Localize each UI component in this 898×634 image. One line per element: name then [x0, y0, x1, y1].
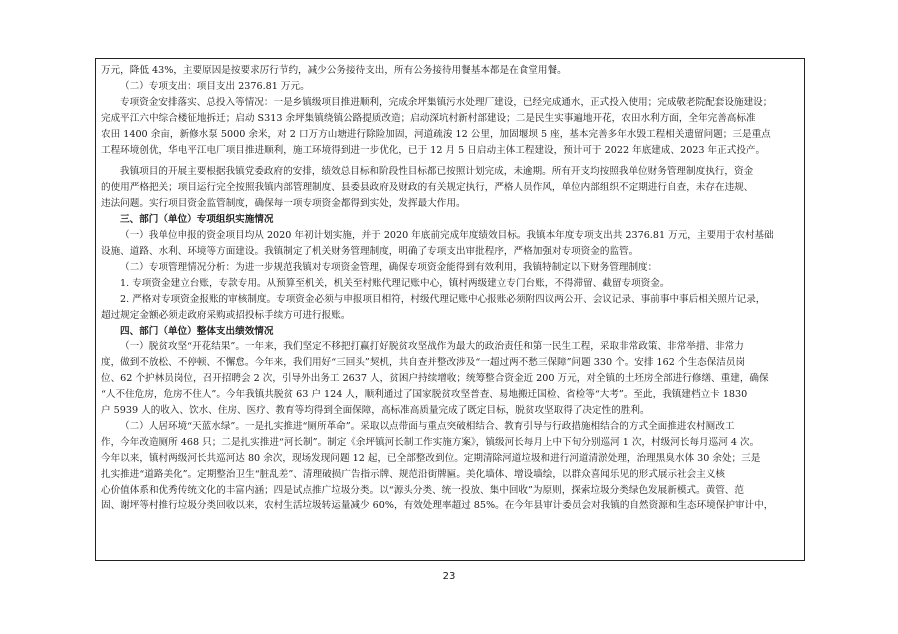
text-line: （二）人居环境“天蓝水绿”。一是扎实推进“厕所革命”。采取以点带面与重点突破相结合、教育引导与行政措施相结合的方式全面推进农村厕改工 [120, 420, 735, 432]
text-line: 扎实推进“道路美化”。定期整治卫生“脏乱差”、清理破损广告指示牌、规范沿街牌匾。美化墙体、增设墙绘，以群众喜闻乐见的形式展示社会主义核 [101, 468, 726, 480]
text-line: 万元，降低 43%，主要原因是按要求厉行节约，减少公务接待支出，所有公务接待用餐基本都是在食堂用餐。 [101, 65, 567, 76]
text-line: 位、62 个护林员岗位，召开招聘会 2 次，引导外出务工 2637 人，贫困户持续增收；统筹整合资金近 200 万元，对全镇的土坯房全部进行修缮、重建，确保 [101, 373, 769, 385]
text-line: “人不住危房，危房不住人”。今年我镇共脱贫 63 户 124 人，顺利通过了国家脱贫攻坚普查、易地搬迁国检、省检等“大考”。至此，我镇建档立卡 1830 [101, 389, 748, 401]
text-line: 违法问题。实行项目资金监管制度，确保每一项专项资金都得到实处，发挥最大作用。 [101, 198, 466, 210]
text-line: 1. 专项资金建立台账，专款专用。从预算至机关，机关至村账代理记账中心，镇村两级建立专门台账，不得滞留、截留专项资金。 [120, 277, 670, 289]
text-line: 完成平江六中综合楼征地拆迁；启动 S313 余坪集镇绕镇公路提质改造；启动深坑村新村部建设；二是民生实事遍地开花，农田水利方面，全年完善高标准 [101, 112, 756, 124]
page-number: 23 [442, 571, 456, 582]
text-line: 设施、道路、水利、环境等方面建设。我镇制定了机关财务管理制度，明确了专项支出审批程序，严格加强对专项资金的监管。 [101, 245, 639, 257]
section-heading: 四、部门（单位）整体支出绩效情况 [120, 325, 274, 337]
text-line: 户 5939 人的收入、饮水、住房、医疗、教育等均得到全面保障，高标准高质量完成了既定目标，脱贫攻坚取得了决定性的胜利。 [101, 405, 650, 417]
text-line: 农田 1400 余亩，新修水泵 5000 余米，对 2 口万方山塘进行除险加固，河道疏浚 12 公里，加固堰坝 5 座，基本完善多年水毁工程相关遗留问题；三是重点 [101, 128, 771, 140]
text-line: 专项资金安排落实、总投入等情况：一是乡镇级项目推进顺利，完成余坪集镇污水处理厂建设，已经完成通水，正式投入使用；完成敬老院配套设施建设； [120, 96, 773, 108]
text-line: 度，做到不放松、不停顿、不懈怠。今年来，我们用好“三回头”契机，共自查并整改涉及“一超过两不愁三保障”问题 330 个。安排 162 个生态保洁员岗 [101, 357, 746, 369]
text-line: 的使用严格把关；项目运行完全按照我镇内部管理制度、县委县政府及财政的有关规定执行，严格人员作风，单位内部组织不定期进行自查，未存在违规、 [101, 182, 754, 194]
text-line: （二）专项管理情况分析：为进一步规范我镇对专项资金管理，确保专项资金能得到有效利用，我镇特制定以下财务管理制度： [120, 261, 658, 273]
text-line: 心价值体系和优秀传统文化的丰富内涵；四是试点推广垃圾分类。以“源头分类、统一投放、集中回收”为原则，探索垃圾分类绿色发展新模式。黄管、范 [101, 484, 744, 496]
text-line: 固、谢坪等村推行垃圾分类回收以来，农村生活垃圾转运量减少 60%，有效处理率超过 85%。在今年县审计委员会对我镇的自然资源和生态环境保护审计中， [101, 500, 774, 512]
text-line: 今年以来，镇村两级河长共巡河达 80 余次，现场发现问题 12 起，已全部整改到位。定期清除河道垃圾和进行河道清淤处理，治理黑臭水体 30 余处；三是 [101, 452, 761, 464]
text-line: 超过规定金额必须走政府采购或招投标手续方可进行报账。 [101, 309, 351, 321]
document-body [101, 63, 799, 514]
text-line: 作，今年改造厕所 468 只；二是扎实推进“河长制”。制定《余坪镇河长制工作实施方案》，镇级河长每月上中下旬分别巡河 1 次，村级河长每月巡河 4 次。 [101, 436, 760, 448]
text-line: 2. 严格对专项资金报账的审核制度。专项资金必须与申报项目相符，村级代理记账中心报账必须附四议两公开、会议记录、事前事中事后相关照片记录， [120, 293, 766, 305]
text-line: （一）脱贫攻坚“开花结果”。一年来，我们坚定不移把打赢打好脱贫攻坚战作为最大的政治责任和第一民生工程，采取非常政策、非常举措、非常力 [120, 341, 744, 353]
section-heading: 三、部门（单位）专项组织实施情况 [120, 214, 274, 226]
document-frame [95, 58, 805, 561]
text-line: （二）专项支出：项目支出 2376.81 万元。 [120, 80, 310, 92]
text-line: 我镇项目的开展主要根据我镇党委政府的安排，绩效总目标和阶段性目标都已按照计划完成，未逾期。所有开支均按照我单位财务管理制度执行，资金 [120, 166, 754, 178]
text-line: （一）我单位申报的资金项目均从 2020 年初计划实施，并于 2020 年底前完成年度绩效目标。我镇本年度专项支出共 2376.81 万元，主要用于农村基础 [120, 230, 774, 242]
text-line: 工程环境创优，华电平江电厂项目推进顺利，施工环境得到进一步优化，已于 12 月 5 日启动主体工程建设，预计可于 2022 年底建成、2023 年正式投产。 [101, 144, 766, 156]
